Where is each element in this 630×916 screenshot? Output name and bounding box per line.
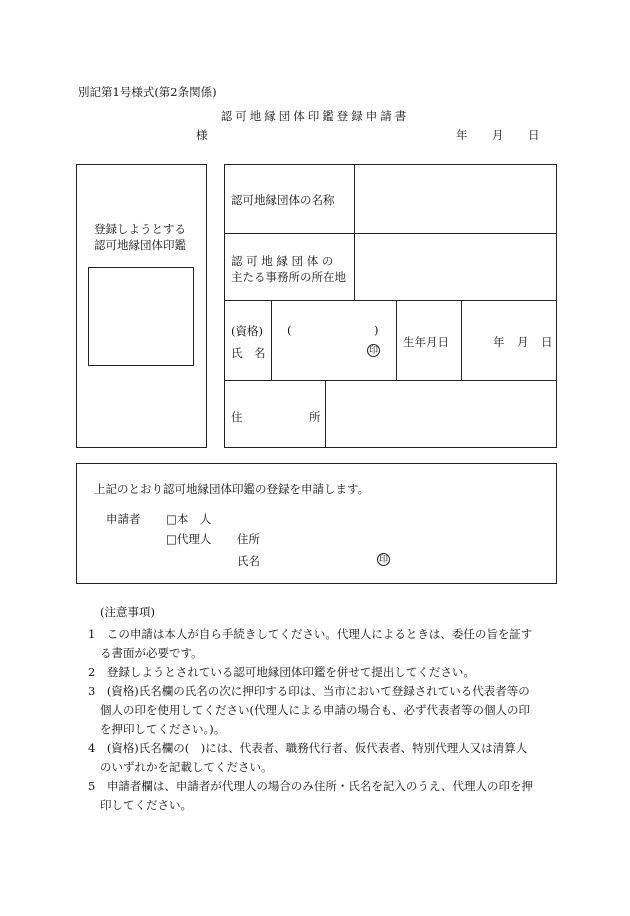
qualification-label: (資格) <box>231 324 263 338</box>
row-divider <box>224 233 557 234</box>
column-divider <box>271 300 272 380</box>
form-title: 認可地縁団体印鑑登録申請書 <box>220 109 410 123</box>
note-3-cont: 個人の印を使用してください(代理人による申請の場合も、必ず代表者等の個人の印 <box>100 703 530 717</box>
name-label: 氏 名 <box>231 346 266 360</box>
qualification-paren-open: ( <box>287 323 292 337</box>
address-label-right: 所 <box>309 410 321 424</box>
org-name-field[interactable] <box>356 166 554 231</box>
qualification-field[interactable] <box>294 320 372 338</box>
agent-name-field[interactable] <box>265 551 370 569</box>
agent-name-label: 氏名 <box>237 554 260 568</box>
date-day: 日 <box>528 128 540 142</box>
address-label-left: 住 <box>231 410 243 424</box>
name-field[interactable] <box>275 340 363 360</box>
birth-date-field[interactable] <box>463 302 491 378</box>
date-month: 月 <box>492 128 504 142</box>
addressee-suffix: 様 <box>196 128 208 142</box>
row-divider <box>224 300 557 301</box>
note-3: 3 (資格)氏名欄の氏名の次に押印する印は、当市において登録されている代表者等の <box>88 684 530 698</box>
office-address-field[interactable] <box>356 235 554 298</box>
column-divider <box>396 300 397 380</box>
note-5: 5 申請者欄は、申請者が代理人の場合のみ住所・氏名を記入のうえ、代理人の印を押 <box>88 779 534 793</box>
option-self-checkbox[interactable]: □本 人 <box>166 512 212 526</box>
form-reference: 別記第1号様式(第2条関係) <box>78 85 217 99</box>
note-1-cont: る書面が必要です。 <box>100 646 203 660</box>
seal-label-line1: 登録しようとする <box>94 222 186 236</box>
note-1: 1 この申請は本人が自ら手続きしてください。代理人によるときは、委任の旨を証す <box>88 627 533 641</box>
seal-label-line2: 認可地縁団体印鑑 <box>94 238 186 252</box>
agent-seal-mark-icon: 印 <box>378 555 388 565</box>
birth-month: 月 <box>517 335 529 349</box>
seal-impression-box[interactable] <box>88 267 194 366</box>
note-3-cont: を押印してください。)。 <box>100 722 226 736</box>
org-name-label: 認可地縁団体の名称 <box>231 193 335 207</box>
birth-date-label: 生年月日 <box>403 335 449 349</box>
option-agent-checkbox[interactable]: □代理人 <box>166 532 212 546</box>
birth-year: 年 <box>493 335 505 349</box>
birth-day: 日 <box>541 335 553 349</box>
agent-address-label: 住所 <box>237 532 260 546</box>
address-field[interactable] <box>327 382 555 446</box>
note-5-cont: 印してください。 <box>100 798 192 812</box>
column-divider <box>354 164 355 300</box>
row-divider <box>224 380 557 381</box>
seal-mark-icon: 印 <box>368 346 378 356</box>
applicant-label: 申請者 <box>106 512 141 526</box>
declaration-statement: 上記のとおり認可地縁団体印鑑の登録を申請します。 <box>94 482 370 496</box>
qualification-paren-close: ) <box>374 323 379 337</box>
office-label-line1: 認 可 地 縁 団 体 の <box>231 254 334 268</box>
office-label-line2: 主たる事務所の所在地 <box>231 270 346 284</box>
notes-heading: (注意事項) <box>100 605 155 619</box>
note-4-cont: のいずれかを記載してください。 <box>100 760 273 774</box>
column-divider <box>461 300 462 380</box>
column-divider <box>325 380 326 448</box>
note-4: 4 (資格)氏名欄の( )には、代表者、職務代行者、仮代表者、特別代理人又は清算人 <box>88 741 528 755</box>
note-2: 2 登録しようとされている認可地縁団体印鑑を併せて提出してください。 <box>88 665 475 679</box>
agent-address-field[interactable] <box>265 529 515 547</box>
date-year: 年 <box>456 128 468 142</box>
